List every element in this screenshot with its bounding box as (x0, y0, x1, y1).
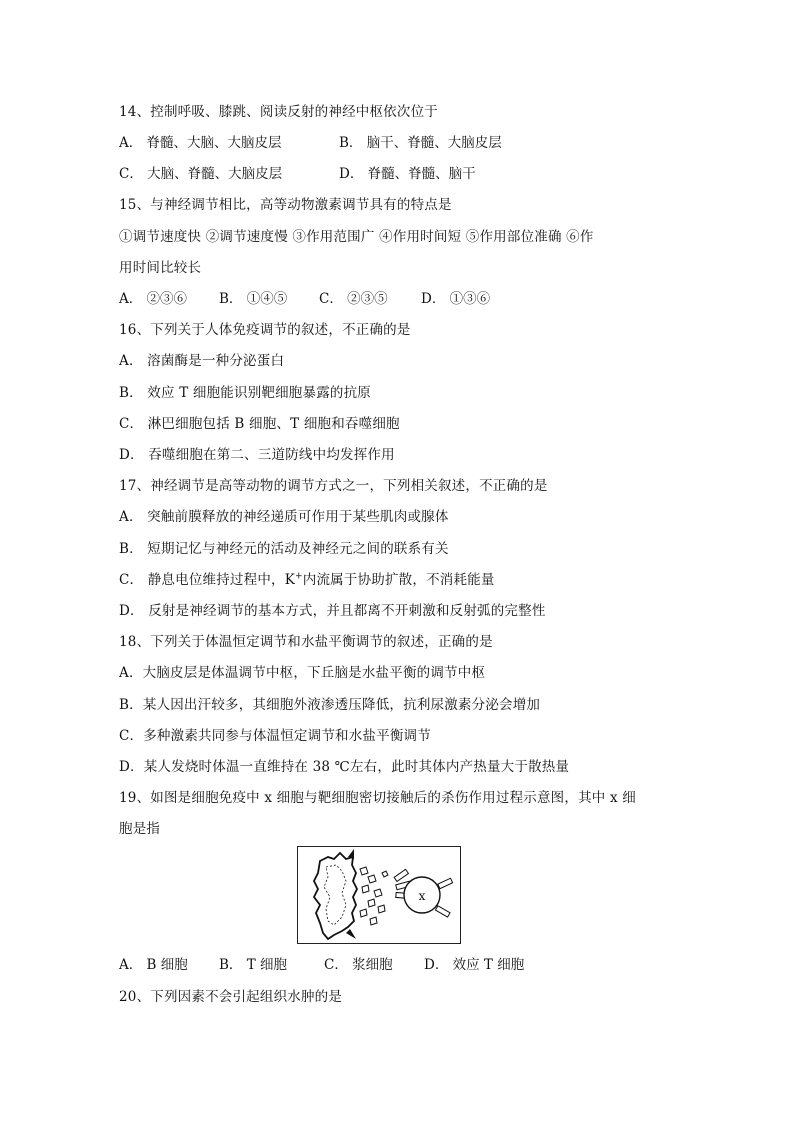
q18-option-c: C．多种激素共同参与体温恒定调节和水盐平衡调节 (119, 728, 431, 744)
q14-stem: 14、控制呼吸、膝跳、阅读反射的神经中枢依次位于 (119, 104, 438, 120)
fragment-5 (368, 899, 375, 907)
q17-option-a: A． 突触前膜释放的神经递质可作用于某些肌肉或腺体 (119, 509, 449, 525)
fragment-4 (374, 889, 382, 897)
q18-option-d: D．某人发烧时体温一直维持在 38 ℃左右，此时其体内产热量大于散热量 (119, 759, 570, 775)
q19-option-c: C． 浆细胞 (324, 957, 393, 973)
q17-option-c-prefix: C． 静息电位维持过程中，K (119, 572, 296, 588)
q16-option-c: C． 淋巴细胞包括 B 细胞、T 细胞和吞噬细胞 (119, 416, 400, 432)
q15-option-a: A． ②③⑥ (119, 291, 188, 307)
q14-option-a: A． 脊髓、大脑、大脑皮层 (119, 135, 282, 151)
fragment-6 (378, 905, 385, 913)
fragment-2 (368, 875, 376, 883)
fragment-7 (360, 909, 367, 917)
q18-option-a: A．大脑皮层是体温调节中枢，下丘脑是水盐平衡的调节中枢 (119, 665, 486, 681)
fragment-8 (370, 917, 377, 925)
q16-option-b: B． 效应 T 细胞能识别靶细胞暴露的抗原 (119, 385, 371, 401)
x-receptor-top (438, 878, 453, 888)
q17-stem: 17、神经调节是高等动物的调节方式之一，下列相关叙述，不正确的是 (119, 478, 548, 494)
q17-option-d: D． 反射是神经调节的基本方式，并且都离不开刺激和反射弧的完整性 (119, 603, 546, 619)
q14-option-b: B． 脑干、脊髓、大脑皮层 (339, 135, 502, 151)
q20-stem: 20、下列因素不会引起组织水肿的是 (119, 989, 343, 1005)
receptor-bar-1 (394, 869, 408, 881)
q18-stem: 18、下列关于体温恒定调节和水盐平衡调节的叙述，正确的是 (119, 634, 493, 650)
q19-stem-line-1: 19、如图是细胞免疫中 x 细胞与靶细胞密切接触后的杀伤作用过程示意图，其中 x 细 (119, 790, 636, 806)
q19-option-b: B． T 细胞 (219, 957, 288, 973)
fragment-9 (382, 871, 388, 877)
q15-statements-line-1: ①调节速度快 ②调节速度慢 ③作用范围广 ④作用时间短 ⑤作用部位准确 ⑥作 (119, 229, 594, 245)
q17-option-c (119, 572, 495, 588)
q15-option-c: C． ②③⑤ (319, 291, 388, 307)
q14-option-d: D． 脊髓、脊髓、脑干 (339, 166, 476, 182)
q15-option-d: D． ①③⑥ (421, 291, 491, 307)
q14-option-c: C． 大脑、脊髓、大脑皮层 (119, 166, 283, 182)
x-receptor-bottom (435, 906, 450, 917)
q16-option-a: A． 溶菌酶是一种分泌蛋白 (119, 353, 285, 369)
x-cell-label: x (418, 889, 426, 903)
q19-option-d: D． 效应 T 细胞 (424, 957, 525, 973)
target-spike-2 (346, 929, 356, 939)
q19-figure (297, 846, 461, 944)
fragment-1 (360, 867, 368, 875)
q15-stem: 15、与神经调节相比，高等动物激素调节具有的特点是 (119, 197, 452, 213)
q17-option-c-suffix: 内流属于协助扩散，不消耗能量 (302, 572, 495, 588)
target-cell (314, 853, 357, 939)
q15-option-b: B． ①④⑤ (219, 291, 288, 307)
fragment-3 (362, 885, 369, 893)
q17-option-b: B． 短期记忆与神经元的活动及神经元之间的联系有关 (119, 541, 449, 557)
q18-option-b: B．某人因出汗较多，其细胞外液渗透压降低，抗利尿激素分泌会增加 (119, 697, 541, 713)
q15-statements-line-2: 用时间比较长 (119, 260, 202, 276)
q19-option-a: A． B 细胞 (119, 957, 188, 973)
q19-stem-line-2: 胞是指 (119, 821, 161, 837)
q17-option-c-sup: + (295, 571, 303, 582)
q16-option-d: D． 吞噬细胞在第二、三道防线中均发挥作用 (119, 447, 395, 463)
q16-stem: 16、下列关于人体免疫调节的叙述，不正确的是 (119, 322, 411, 338)
cell-killing-diagram (298, 847, 460, 943)
